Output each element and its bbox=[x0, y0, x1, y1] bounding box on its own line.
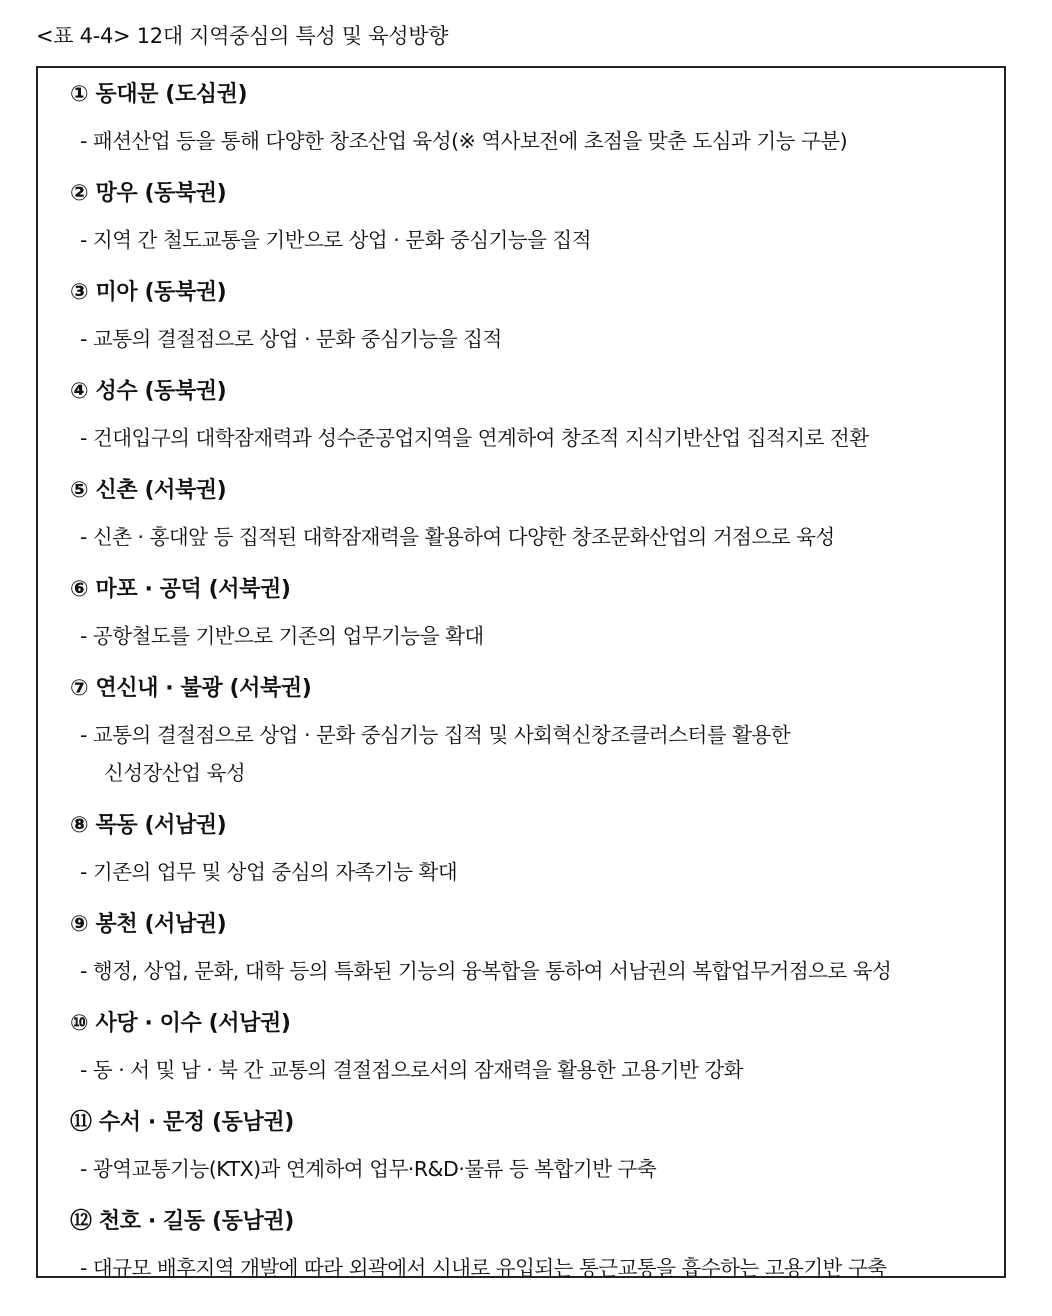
list-item bbox=[70, 1005, 1004, 1089]
item-list bbox=[70, 76, 1004, 1302]
item-heading: ⑨ 봉천 (서남권) bbox=[70, 912, 227, 937]
list-item bbox=[70, 175, 1004, 259]
list-item bbox=[70, 906, 1004, 990]
item-description: - 공항철도를 기반으로 기존의 업무기능을 확대 bbox=[80, 624, 484, 648]
item-description: - 기존의 업무 및 상업 중심의 자족기능 확대 bbox=[80, 860, 458, 884]
item-description: - 패션산업 등을 통해 다양한 창조산업 육성(※ 역사보전에 초점을 맞춘 도심과 기능 구분) bbox=[80, 129, 848, 153]
table-caption: <표 4-4> 12대 지역중심의 특성 및 육성방향 bbox=[36, 24, 449, 48]
item-heading: ④ 성수 (동북권) bbox=[70, 379, 227, 404]
item-heading: ① 동대문 (도심권) bbox=[70, 82, 248, 107]
list-item bbox=[70, 1203, 1004, 1287]
content-box bbox=[36, 66, 1006, 1278]
item-description: - 교통의 결절점으로 상업 · 문화 중심기능 집적 및 사회혁신창조클러스터를 활용한 신성장산업 육성 bbox=[80, 723, 791, 785]
item-description: - 광역교통기능(KTX)과 연계하여 업무·R&D·물류 등 복합기반 구축 bbox=[80, 1157, 657, 1181]
list-item bbox=[70, 807, 1004, 891]
list-item bbox=[70, 373, 1004, 457]
item-heading: ⑦ 연신내 · 불광 (서북권) bbox=[70, 676, 312, 701]
list-item bbox=[70, 1104, 1004, 1188]
item-heading: ⑧ 목동 (서남권) bbox=[70, 813, 227, 838]
list-item bbox=[70, 670, 1004, 792]
item-heading: ⑪ 수서 · 문정 (동남권) bbox=[70, 1110, 294, 1135]
list-item bbox=[70, 274, 1004, 358]
item-heading: ② 망우 (동북권) bbox=[70, 181, 227, 206]
item-heading: ③ 미아 (동북권) bbox=[70, 280, 227, 305]
list-item bbox=[70, 571, 1004, 655]
item-description: - 건대입구의 대학잠재력과 성수준공업지역을 연계하여 창조적 지식기반산업 집적지로 전환 bbox=[80, 426, 869, 450]
item-description: - 행정, 상업, 문화, 대학 등의 특화된 기능의 융복합을 통하여 서남권의 복합업무거점으로 육성 bbox=[80, 959, 892, 983]
item-description: - 대규모 배후지역 개발에 따라 외곽에서 시내로 유입되는 통근교통을 흡수하는 고용기반 구축 bbox=[80, 1256, 887, 1280]
item-heading: ⑫ 천호 · 길동 (동남권) bbox=[70, 1209, 294, 1234]
item-description: - 동 · 서 및 남 · 북 간 교통의 결절점으로서의 잠재력을 활용한 고용기반 강화 bbox=[80, 1058, 743, 1082]
item-description: - 신촌 · 홍대앞 등 집적된 대학잠재력을 활용하여 다양한 창조문화산업의 거점으로 육성 bbox=[80, 525, 835, 549]
item-description: - 교통의 결절점으로 상업 · 문화 중심기능을 집적 bbox=[80, 327, 502, 351]
item-heading: ⑥ 마포 · 공덕 (서북권) bbox=[70, 577, 291, 602]
list-item bbox=[70, 76, 1004, 160]
item-description: - 지역 간 철도교통을 기반으로 상업 · 문화 중심기능을 집적 bbox=[80, 228, 592, 252]
list-item bbox=[70, 472, 1004, 556]
item-heading: ⑤ 신촌 (서북권) bbox=[70, 478, 227, 503]
item-heading: ⑩ 사당 · 이수 (서남권) bbox=[70, 1011, 291, 1036]
